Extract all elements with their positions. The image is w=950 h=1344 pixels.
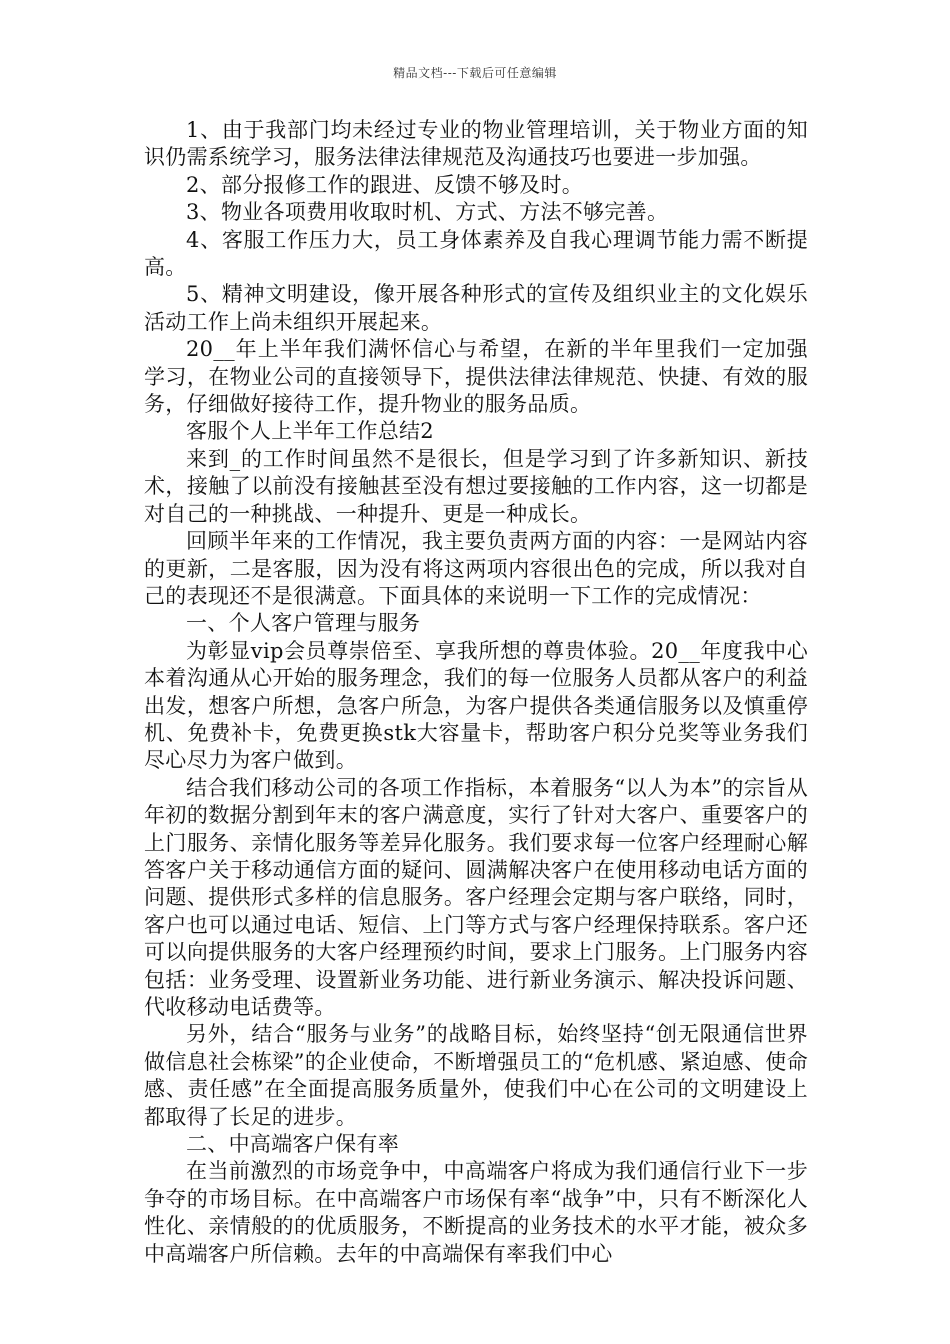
section-heading: 客服个人上半年工作总结2 (186, 419, 434, 444)
paragraph: 5、精神文明建设，像开展各种形式的宣传及组织业主的文化娱乐活动工作上尚未组织开展起来。 (144, 282, 808, 334)
section-heading: 一、个人客户管理与服务 (186, 611, 421, 636)
paragraph: 3、物业各项费用收取时机、方式、方法不够完善。 (186, 200, 669, 225)
document-body (144, 117, 808, 1268)
paragraph: 另外，结合“服务与业务”的战略目标，始终坚持“创无限通信世界做信息社会栋梁”的企业使命，不断增强员工的“危机感、紧迫感、使命感、责任感”在全面提高服务质量外，使我们中心在公司的文明建设上都取得了长足的进步。 (144, 1022, 808, 1129)
paragraph: 来到_的工作时间虽然不是很长，但是学习到了许多新知识、新技术，接触了以前没有接触甚至没有想过要接触的工作内容，这一切都是对自己的一种挑战、一种提升、更是一种成长。 (144, 446, 808, 526)
paragraph: 回顾半年来的工作情况，我主要负责两方面的内容：一是网站内容的更新，二是客服，因为没有将这两项内容很出色的完成，所以我对自己的表现还不是很满意。下面具体的来说明一下工作的完成情况： (144, 529, 808, 608)
paragraph: 结合我们移动公司的各项工作指标，本着服务“以人为本”的宗旨从年初的数据分割到年末的客户满意度，实行了针对大客户、重要客户的上门服务、亲情化服务等差异化服务。我们要求每一位客户经理耐心解答客户关于移动通信方面的疑问、圆满解决客户在使用移动电话方面的问题、提供形式多样的信息服务。客户经理会定期与客户联络，同时，客户也可以通过电话、短信、上门等方式与客户经理保持联系。客户还可以向提供服务的大客户经理预约时间，要求上门服务。上门服务内容包括：业务受理、设置新业务功能、进行新业务演示、解决投诉问题、代收移动电话费等。 (144, 775, 808, 1019)
paragraph: 20__年上半年我们满怀信心与希望，在新的半年里我们一定加强学习，在物业公司的直接领导下，提供法律法律规范、快捷、有效的服务，仔细做好接待工作，提升物业的服务品质。 (144, 337, 808, 417)
paragraph: 2、部分报修工作的跟进、反馈不够及时。 (186, 172, 584, 197)
paragraph: 1、由于我部门均未经过专业的物业管理培训，关于物业方面的知识仍需系统学习，服务法律法律规范及沟通技巧也要进一步加强。 (144, 118, 808, 170)
section-heading: 二、中高端客户保有率 (186, 1132, 399, 1157)
page-header: 精品文档---下载后可任意编辑 (393, 66, 557, 80)
paragraph: 为彰显vip会员尊崇倍至、享我所想的尊贵体验。20__年度我中心本着沟通从心开始的服务理念，我们的每一位服务人员都从客户的利益出发，想客户所想，急客户所急，为客户提供各类通信服务以及慎重停机、免费补卡，免费更换stk大容量卡，帮助客户积分兑奖等业务我们尽心尽力为客户做到。 (144, 638, 808, 773)
paragraph: 4、客服工作压力大，员工身体素养及自我心理调节能力需不断提高。 (144, 227, 808, 280)
paragraph: 在当前激烈的市场竞争中，中高端客户将成为我们通信行业下一步争夺的市场目标。在中高端客户市场保有率“战争”中，只有不断深化人性化、亲情般的的优质服务，不断提高的业务技术的水平才能，被众多中高端客户所信赖。去年的中高端保有率我们中心 (144, 1159, 808, 1266)
